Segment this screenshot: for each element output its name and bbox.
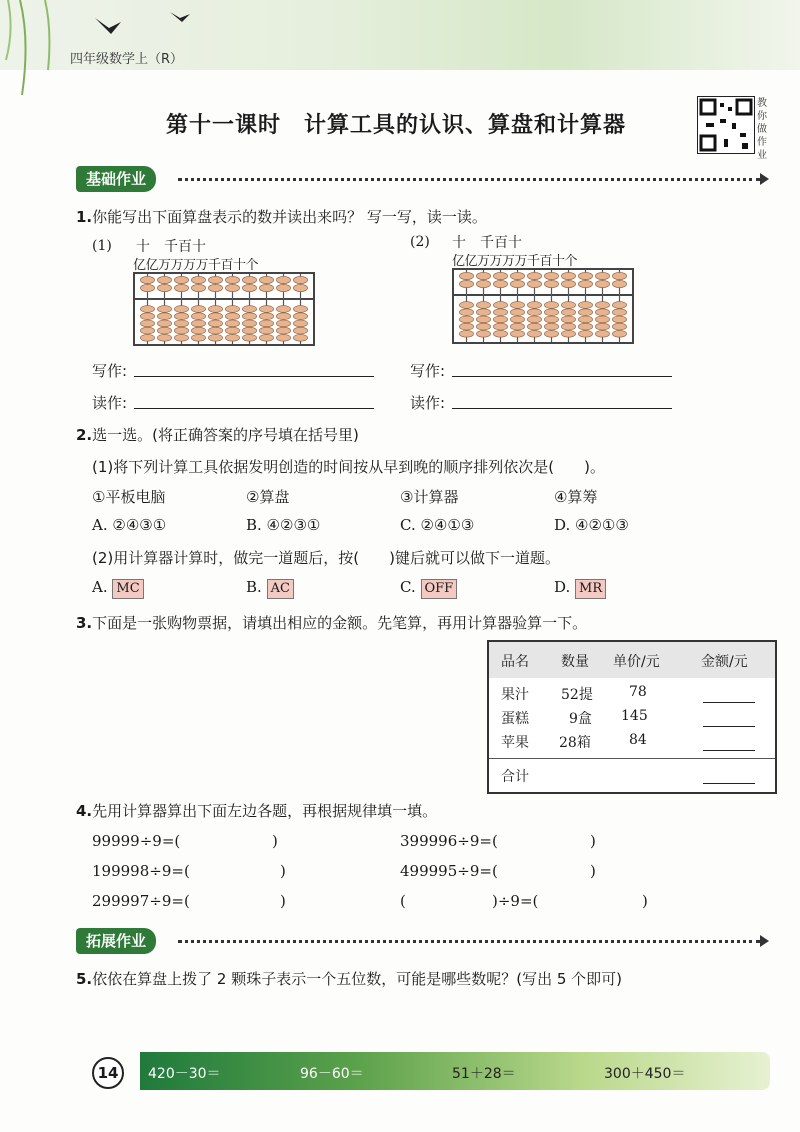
- abacus-bead: [208, 284, 222, 291]
- abacus-bead: [612, 316, 626, 323]
- abacus-bead: [242, 327, 256, 334]
- abacus-bead: [459, 316, 473, 323]
- receipt: [487, 640, 777, 794]
- abacus-bead: [225, 284, 239, 291]
- abacus-bead: [242, 334, 256, 341]
- oral-calc: 96－60＝: [300, 1066, 364, 1082]
- read-label-2: 读作:: [410, 394, 446, 412]
- oral-calc: 51＋28＝: [452, 1066, 516, 1082]
- abacus-bead: [561, 323, 575, 330]
- abacus-bead: [157, 327, 171, 334]
- abacus-bead: [174, 334, 188, 341]
- abacus-bead: [293, 276, 307, 283]
- option-a[interactable]: A. ②④③①: [92, 516, 167, 534]
- abacus-bead: [276, 276, 290, 283]
- abacus-2: [452, 268, 634, 344]
- abacus-bead: [157, 284, 171, 291]
- key-ac: AC: [267, 579, 294, 599]
- abacus-bead: [191, 276, 205, 283]
- page-number: 14: [92, 1057, 124, 1089]
- abacus-bead: [208, 313, 222, 320]
- abacus-bead: [191, 284, 205, 291]
- tool-item: ①平板电脑: [92, 488, 166, 506]
- abacus-bead: [191, 306, 205, 313]
- abacus-bead: [140, 306, 154, 313]
- abacus-bead: [459, 323, 473, 330]
- abacus-bead: [225, 306, 239, 313]
- abacus-bead: [208, 320, 222, 327]
- key-off: OFF: [421, 579, 458, 599]
- abacus-bead: [459, 309, 473, 316]
- option-a[interactable]: A. MC: [92, 578, 144, 599]
- abacus-bead: [293, 284, 307, 291]
- arrow-right-icon: [760, 935, 769, 947]
- item-qty: 52提: [561, 687, 593, 703]
- abacus-bead: [493, 280, 507, 287]
- abacus-bead: [510, 316, 524, 323]
- abacus-2-place-top: 十 千百十: [452, 235, 522, 251]
- column-header: 金额/元: [701, 654, 748, 670]
- abacus-bead: [191, 320, 205, 327]
- abacus-bead: [276, 327, 290, 334]
- abacus-bead: [527, 280, 541, 287]
- close-paren: ): [272, 832, 278, 850]
- option-c[interactable]: C. ②④①③: [400, 516, 475, 534]
- read-answer-line-1[interactable]: [134, 408, 374, 409]
- abacus-bead: [140, 284, 154, 291]
- abacus-bead: [612, 272, 626, 279]
- abacus-bead: [174, 327, 188, 334]
- abacus-bead: [293, 320, 307, 327]
- key-mr: MR: [575, 579, 606, 599]
- abacus-bead: [527, 272, 541, 279]
- abacus-1-place-bottom: 亿亿万万万万千百十个: [133, 258, 259, 273]
- qr-code[interactable]: [697, 96, 755, 154]
- abacus-bead: [510, 302, 524, 309]
- close-paren: ): [642, 892, 648, 910]
- abacus-bead: [225, 313, 239, 320]
- abacus-bead: [157, 320, 171, 327]
- amount-blank[interactable]: [703, 702, 755, 703]
- abacus-bead: [561, 302, 575, 309]
- equation-left: 199998÷9=(: [92, 862, 190, 880]
- abacus-bead: [612, 330, 626, 337]
- abacus-bead: [259, 276, 273, 283]
- abacus-bead: [578, 316, 592, 323]
- abacus-bead: [459, 272, 473, 279]
- abacus-bead: [595, 316, 609, 323]
- abacus-bead: [476, 316, 490, 323]
- amount-blank[interactable]: [703, 726, 755, 727]
- abacus-bead: [276, 334, 290, 341]
- write-answer-line-2[interactable]: [452, 376, 672, 377]
- abacus-bead: [527, 323, 541, 330]
- abacus-bead: [476, 323, 490, 330]
- receipt-divider: [489, 758, 775, 759]
- question-4: 4.先用计算器算出下面左边各题，再根据规律填一填。: [76, 802, 438, 820]
- close-paren: ): [280, 892, 286, 910]
- equation-left: 99999÷9=(: [92, 832, 181, 850]
- abacus-1-label: (1): [92, 238, 112, 254]
- abacus-bead: [578, 330, 592, 337]
- abacus-bead: [259, 284, 273, 291]
- abacus-bead: [544, 302, 558, 309]
- tool-item: ③计算器: [400, 488, 459, 506]
- abacus-bead: [561, 272, 575, 279]
- column-header: 单价/元: [613, 654, 660, 670]
- option-b[interactable]: B. ④②③①: [246, 516, 321, 534]
- abacus-bead: [259, 327, 273, 334]
- abacus-bead: [293, 313, 307, 320]
- abacus-bead: [157, 334, 171, 341]
- abacus-bead: [259, 313, 273, 320]
- question-3: 3.下面是一张购物票据，请填出相应的金额。先笔算，再用计算器验算一下。: [76, 614, 588, 632]
- section-divider: [178, 178, 760, 181]
- write-answer-line-1[interactable]: [134, 376, 374, 377]
- abacus-bead: [174, 276, 188, 283]
- abacus-bead: [510, 309, 524, 316]
- abacus-bead: [578, 272, 592, 279]
- abacus-bead: [459, 280, 473, 287]
- abacus-bead: [561, 309, 575, 316]
- abacus-bead: [476, 272, 490, 279]
- question-2-2-text: (2)用计算器计算时，做完一道题后，按( )键后就可以做下一道题。: [92, 549, 560, 567]
- section-basic-tag: 基础作业: [76, 166, 156, 192]
- abacus-bead: [225, 334, 239, 341]
- abacus-bead: [225, 320, 239, 327]
- read-label-1: 读作:: [92, 394, 128, 412]
- abacus-bead: [493, 316, 507, 323]
- abacus-bead: [476, 280, 490, 287]
- abacus-bead: [544, 323, 558, 330]
- question-2: 2.选一选。(将正确答案的序号填在括号里): [76, 426, 359, 444]
- abacus-bead: [476, 302, 490, 309]
- abacus-1-place-top: 十 千百十: [136, 239, 206, 255]
- total-label: 合计: [501, 769, 529, 785]
- oral-calc: 420－30＝: [148, 1066, 221, 1082]
- equation-left: 299997÷9=(: [92, 892, 190, 910]
- abacus-bead: [527, 330, 541, 337]
- column-header: 数量: [561, 654, 589, 670]
- equation-right: 399996÷9=(: [400, 832, 498, 850]
- abacus-bead: [276, 306, 290, 313]
- item-price: 78: [629, 684, 647, 700]
- abacus-bead: [157, 306, 171, 313]
- abacus-bead: [225, 327, 239, 334]
- item-qty: 9盒: [569, 711, 592, 727]
- abacus-bead: [293, 327, 307, 334]
- abacus-bead: [561, 280, 575, 287]
- equation-right: 499995÷9=(: [400, 862, 498, 880]
- write-label-2: 写作:: [410, 362, 446, 380]
- equation-right: (: [400, 892, 406, 910]
- abacus-bead: [140, 320, 154, 327]
- abacus-bead: [140, 313, 154, 320]
- close-paren: ): [590, 862, 596, 880]
- oral-calc: 300＋450＝: [604, 1066, 686, 1082]
- item-name: 蛋糕: [501, 711, 529, 727]
- option-c[interactable]: C. OFF: [400, 578, 457, 599]
- section-extended-tag: 拓展作业: [76, 928, 156, 954]
- abacus-bead: [612, 302, 626, 309]
- abacus-bead: [544, 272, 558, 279]
- abacus-bead: [242, 320, 256, 327]
- item-price: 145: [621, 708, 648, 724]
- abacus-bead: [140, 327, 154, 334]
- column-header: 品名: [501, 654, 529, 670]
- abacus-bead: [544, 316, 558, 323]
- abacus-2-place-bottom: 亿亿万万万万千百十个: [452, 254, 578, 269]
- grade-label: 四年级数学上（R）: [70, 52, 184, 67]
- abacus-bead: [510, 323, 524, 330]
- abacus-bead: [595, 302, 609, 309]
- page-title: 第十一课时 计算工具的认识、算盘和计算器: [166, 113, 627, 138]
- abacus-bead: [242, 276, 256, 283]
- abacus-bead: [612, 309, 626, 316]
- abacus-bead: [191, 313, 205, 320]
- abacus-bead: [242, 313, 256, 320]
- item-name: 果汁: [501, 687, 529, 703]
- abacus-bead: [276, 320, 290, 327]
- tool-item: ②算盘: [246, 488, 290, 506]
- abacus-bead: [293, 334, 307, 341]
- abacus-bead: [208, 334, 222, 341]
- abacus-bead: [242, 306, 256, 313]
- abacus-bead: [578, 302, 592, 309]
- close-paren: ): [280, 862, 286, 880]
- abacus-bead: [276, 313, 290, 320]
- arrow-right-icon: [760, 173, 769, 185]
- abacus-bead: [259, 334, 273, 341]
- total-blank[interactable]: [703, 783, 755, 784]
- abacus-bead: [578, 280, 592, 287]
- abacus-bead: [174, 306, 188, 313]
- abacus-1: [133, 272, 315, 346]
- abacus-bead: [191, 327, 205, 334]
- abacus-bead: [208, 327, 222, 334]
- qr-caption: 教你做作业: [757, 98, 767, 161]
- abacus-bead: [510, 330, 524, 337]
- abacus-bead: [595, 272, 609, 279]
- abacus-bead: [493, 309, 507, 316]
- abacus-bead: [612, 323, 626, 330]
- abacus-bead: [242, 284, 256, 291]
- amount-blank[interactable]: [703, 750, 755, 751]
- abacus-bead: [510, 272, 524, 279]
- abacus-bead: [174, 284, 188, 291]
- abacus-bead: [561, 330, 575, 337]
- abacus-bead: [208, 306, 222, 313]
- item-name: 苹果: [501, 735, 529, 751]
- abacus-bead: [595, 280, 609, 287]
- question-2-1-text: (1)将下列计算工具依据发明创造的时间按从早到晚的顺序排列依次是( )。: [92, 458, 605, 476]
- abacus-bead: [561, 316, 575, 323]
- abacus-bead: [293, 306, 307, 313]
- abacus-bead: [544, 280, 558, 287]
- abacus-bead: [225, 276, 239, 283]
- abacus-bead: [459, 302, 473, 309]
- abacus-bead: [157, 276, 171, 283]
- bird-icon: [95, 18, 121, 34]
- abacus-bead: [527, 309, 541, 316]
- abacus-bead: [140, 334, 154, 341]
- option-d[interactable]: D. ④②①③: [554, 516, 629, 534]
- option-b[interactable]: B. AC: [246, 578, 294, 599]
- abacus-bead: [191, 334, 205, 341]
- option-d[interactable]: D. MR: [554, 578, 606, 599]
- abacus-bead: [140, 276, 154, 283]
- abacus-bead: [493, 272, 507, 279]
- abacus-bead: [493, 323, 507, 330]
- abacus-bead: [493, 330, 507, 337]
- abacus-bead: [208, 276, 222, 283]
- abacus-bead: [527, 316, 541, 323]
- question-1: 1.你能写出下面算盘表示的数并读出来吗？ 写一写，读一读。: [76, 208, 487, 226]
- abacus-bead: [527, 302, 541, 309]
- abacus-bead: [459, 330, 473, 337]
- item-qty: 28箱: [559, 735, 591, 751]
- key-mc: MC: [112, 579, 143, 599]
- abacus-bead: [595, 323, 609, 330]
- abacus-bead: [544, 330, 558, 337]
- abacus-bead: [476, 330, 490, 337]
- close-paren: ): [590, 832, 596, 850]
- abacus-bead: [174, 320, 188, 327]
- abacus-bead: [595, 309, 609, 316]
- abacus-bead: [174, 313, 188, 320]
- abacus-bead: [578, 309, 592, 316]
- abacus-bead: [578, 323, 592, 330]
- bird-icon: [170, 12, 190, 22]
- tool-item: ④算筹: [554, 488, 598, 506]
- read-answer-line-2[interactable]: [452, 408, 672, 409]
- abacus-bead: [276, 284, 290, 291]
- abacus-bead: [510, 280, 524, 287]
- abacus-bead: [259, 306, 273, 313]
- question-5: 5.依依在算盘上拨了 2 颗珠子表示一个五位数，可能是哪些数呢？(写出 5 个即可): [76, 970, 623, 988]
- abacus-2-label: (2): [410, 234, 430, 250]
- abacus-bead: [157, 313, 171, 320]
- abacus-bead: [476, 309, 490, 316]
- write-label-1: 写作:: [92, 362, 128, 380]
- abacus-bead: [493, 302, 507, 309]
- abacus-bead: [259, 320, 273, 327]
- abacus-bead: [612, 280, 626, 287]
- abacus-bead: [595, 330, 609, 337]
- equation-right-mid: )÷9=(: [492, 892, 539, 910]
- item-price: 84: [629, 732, 647, 748]
- section-divider: [178, 940, 760, 943]
- abacus-bead: [544, 309, 558, 316]
